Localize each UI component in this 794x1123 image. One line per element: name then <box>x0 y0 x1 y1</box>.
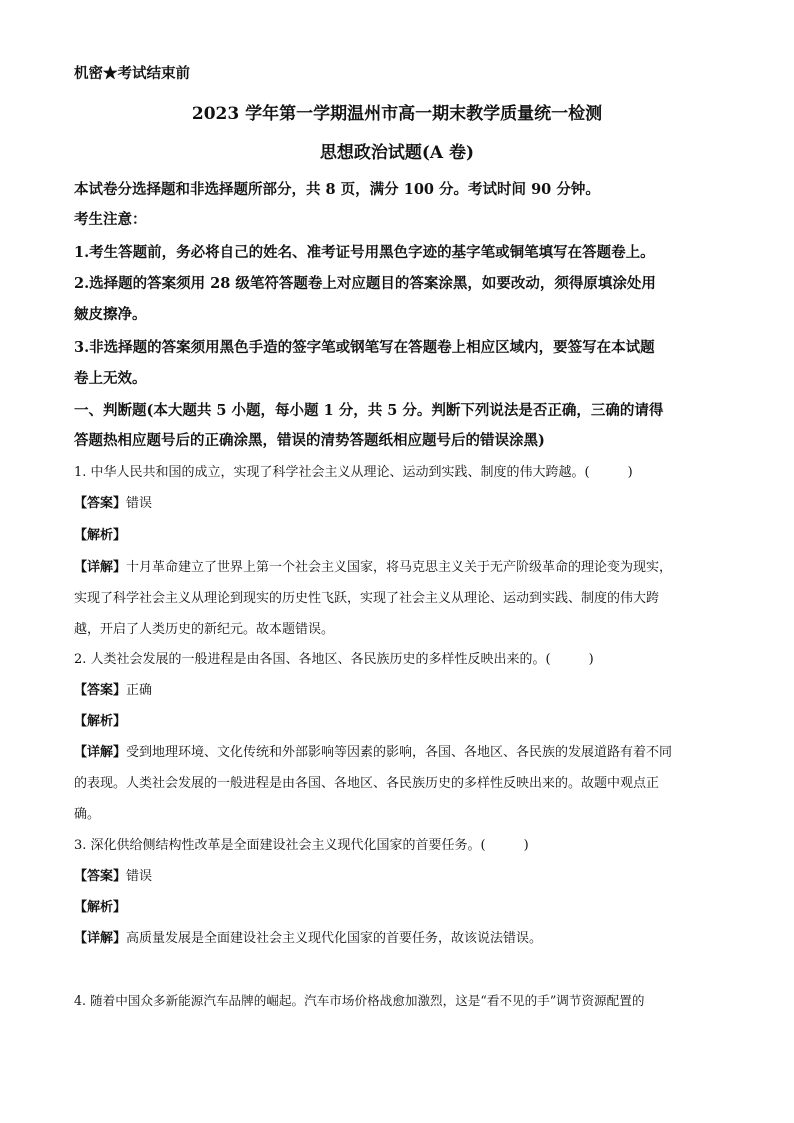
question-paren: ) <box>627 465 633 480</box>
answer-line <box>74 494 152 514</box>
notice-item: 2.选择题的答案须用 28 级笔符答题卷上对应题目的答案涂黑，如要改动，须得原填涂处用 <box>74 275 656 292</box>
question-text: 2. 人类社会发展的一般进程是由各国、各地区、各民族历史的多样性反映出来的。( <box>74 652 551 667</box>
question-stem <box>74 836 529 856</box>
answer-line <box>74 867 152 887</box>
answer-tag: 【答案】 <box>74 869 127 884</box>
answer-value: 错误 <box>126 869 153 884</box>
detail-line <box>74 929 542 949</box>
detail-tag: 【详解】 <box>74 560 127 575</box>
detail-text: 十月革命建立了世界上第一个社会主义国家，将马克思主义关于无产阶级革命的理论变为现实， <box>126 560 673 575</box>
question-stem: 4. 随着中国众多新能源汽车品牌的崛起。汽车市场价格战愈加激烈，这是“看不见的手”调节资源配置的 <box>74 993 645 1008</box>
section-heading: 一、判断题(本大题共 5 小题，每小题 1 分，共 5 分。判断下列说法是否正确，三确的请得 <box>74 402 664 419</box>
detail-text: 确。 <box>74 807 101 822</box>
question-stem <box>74 463 633 483</box>
notice-item: 皴皮擦净。 <box>74 306 147 323</box>
exam-subtitle: 思想政治试题(A 卷) <box>319 143 475 163</box>
exam-title: 2023 学年第一学期温州市高一期末教学质量统一检测 <box>191 104 603 124</box>
notice-item: 3.非选择题的答案须用黑色手造的签字笔或钢笔写在答题卷上相应区域内，要签写在本试题 <box>74 339 655 356</box>
detail-tag: 【详解】 <box>74 931 127 946</box>
question-text: 3. 深化供给侧结构性改革是全面建设社会主义现代化国家的首要任务。( <box>74 838 486 853</box>
notice-item: 1.考生答题前，务必将自己的姓名、准考证号用黑色字迹的基字笔或铜笔填写在答题卷上。 <box>74 244 655 261</box>
detail-text: 受到地理环境、文化传统和外部影响等因素的影响，各国、各地区、各民族的发展道路有着不同 <box>126 745 673 760</box>
answer-line <box>74 681 152 701</box>
question-text: 1. 中华人民共和国的成立，实现了科学社会主义从理论、运动到实践、制度的伟大跨越。( <box>74 465 590 480</box>
detail-text: 实现了科学社会主义从理论到现实的历史性飞跃，实现了社会主义从理论、运动到实践、制度的伟大跨 <box>74 591 660 606</box>
question-paren: ) <box>523 838 529 853</box>
answer-value: 错误 <box>126 496 153 511</box>
detail-line <box>74 743 672 763</box>
analysis-tag: 【解析】 <box>74 714 127 729</box>
confidential-label: 机密★考试结束前 <box>74 65 190 82</box>
exam-summary: 本试卷分选择题和非选择题所部分，共 8 页，满分 100 分。考试时间 90 分钟。 <box>74 181 600 198</box>
detail-tag: 【详解】 <box>74 745 127 760</box>
detail-text: 的表现。人类社会发展的一般进程是由各国、各地区、各民族历史的多样性反映出来的。故题中观点正 <box>74 776 660 791</box>
detail-line <box>74 558 672 578</box>
notice-title: 考生注意： <box>74 211 147 228</box>
detail-text: 越，开启了人类历史的新纪元。故本题错误。 <box>74 622 335 637</box>
analysis-tag: 【解析】 <box>74 900 127 915</box>
notice-item: 卷上无效。 <box>74 370 147 387</box>
question-stem <box>74 650 594 670</box>
answer-value: 正确 <box>126 683 153 698</box>
section-heading: 答题热相应题号后的正确涂黑，错误的清势答题纸相应题号后的错误涂黑) <box>74 432 545 449</box>
analysis-tag: 【解析】 <box>74 528 127 543</box>
answer-tag: 【答案】 <box>74 496 127 511</box>
detail-text: 高质量发展是全面建设社会主义现代化国家的首要任务，故该说法错误。 <box>126 931 543 946</box>
question-paren: ) <box>588 652 594 667</box>
answer-tag: 【答案】 <box>74 683 127 698</box>
